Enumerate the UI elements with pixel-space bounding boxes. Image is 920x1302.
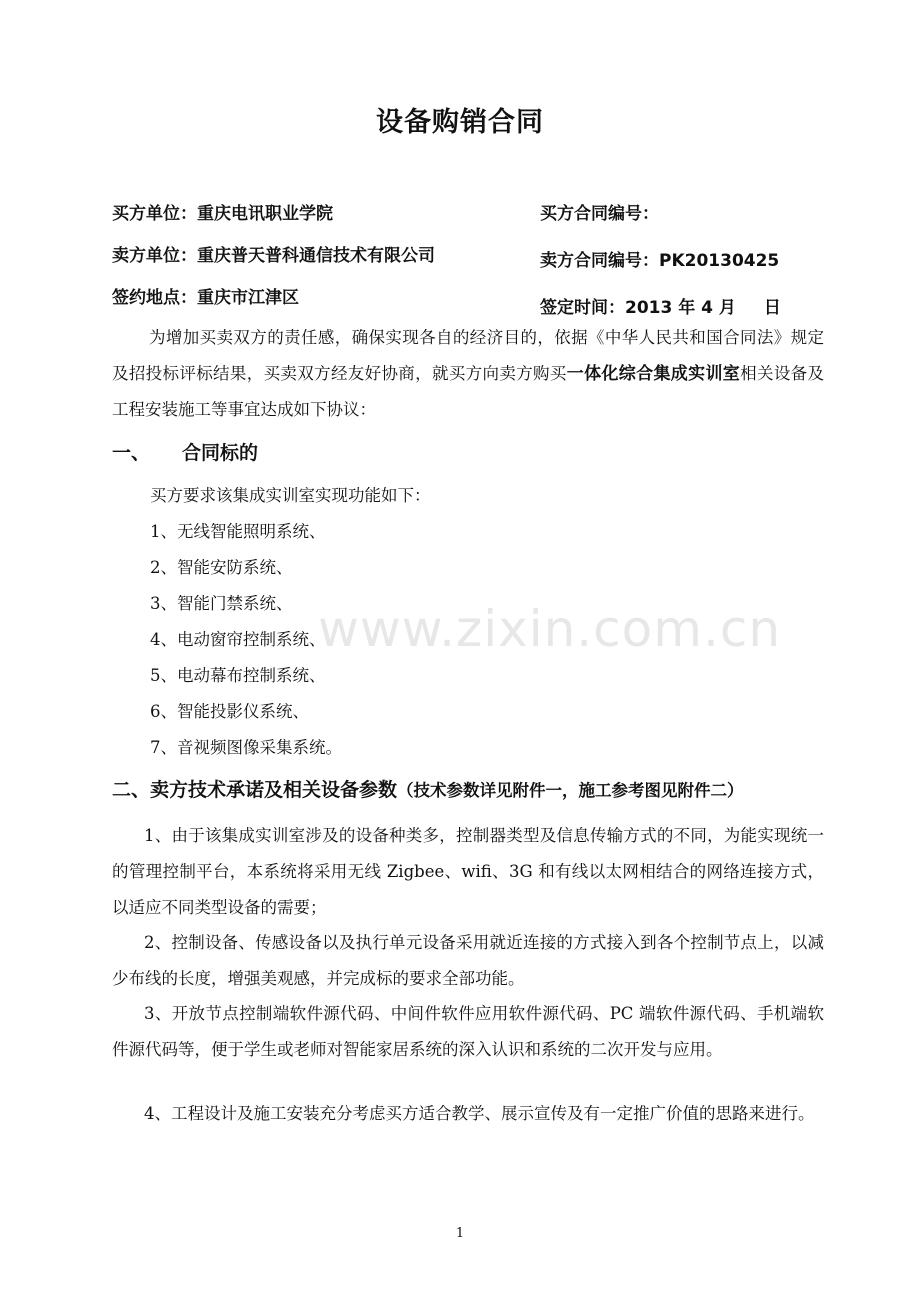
seller-contract-value: PK20130425 [659, 251, 780, 271]
intro-text-2: 相关设备及工程安装施工等事宜达成如下协议： [112, 364, 825, 419]
list-item: 5、电动幕布控制系统、 [150, 666, 326, 685]
signing-location-value: 重庆市江津区 [197, 288, 299, 308]
signing-date [540, 294, 781, 322]
intro-bold-text: 一体化综合集成实训室 [566, 364, 741, 384]
section-2-note: （技术参数详见附件一，施工参考图见附件二） [397, 781, 744, 800]
section-2-title: 二、卖方技术承诺及相关设备参数 [112, 779, 398, 801]
buyer-unit-value: 重庆电讯职业学院 [197, 204, 333, 224]
signing-location-label: 签约地点： [112, 288, 197, 308]
seller-unit-label: 卖方单位： [112, 246, 197, 266]
seller-unit-value: 重庆普天普科通信技术有限公司 [197, 246, 435, 266]
watermark: www.zixin.com.cn [318, 600, 782, 658]
section-2-paragraph-4: 4、工程设计及施工安装充分考虑买方适合教学、展示宣传及有一定推广价值的思路来进行。 [144, 1104, 815, 1123]
seller-unit [112, 242, 435, 270]
intro-paragraph [112, 320, 824, 428]
page-number: 1 [455, 1226, 465, 1241]
section-2-heading [112, 775, 744, 806]
section-1-heading [112, 438, 258, 468]
signing-date-day: 日 [763, 298, 781, 318]
list-item: 1、无线智能照明系统、 [150, 522, 326, 541]
list-item: 6、智能投影仪系统、 [150, 702, 309, 721]
signing-date-label: 签定时间： [540, 298, 625, 318]
buyer-unit-label: 买方单位： [112, 204, 197, 224]
section-1-title: 合同标的 [182, 442, 259, 464]
seller-contract-number [540, 247, 779, 275]
buyer-contract-number [540, 200, 659, 228]
buyer-unit [112, 200, 333, 228]
signing-location [112, 284, 299, 312]
section-2-paragraph-1: 1、由于该集成实训室涉及的设备种类多，控制器类型及信息传输方式的不同，为能实现统一的管理控制平台，本系统将采用无线 Zigbee、wifi、3G 和有线以太网相结合的网络连接方式，以适应不同类型设备的需要； [112, 826, 824, 917]
section-1-number: 一、 [112, 442, 151, 464]
seller-contract-label: 卖方合同编号： [540, 251, 659, 271]
signing-date-value: 2013 年 4 月 [625, 298, 736, 318]
list-item: 7、音视频图像采集系统。 [150, 738, 342, 757]
section-2-paragraph-2: 2、控制设备、传感设备以及执行单元设备采用就近连接的方式接入到各个控制节点上，以减少布线的长度，增强美观感，并完成标的要求全部功能。 [112, 933, 824, 988]
buyer-contract-label: 买方合同编号： [540, 204, 659, 224]
section-1-lead: 买方要求该集成实训室实现功能如下： [150, 486, 431, 505]
list-item: 2、智能安防系统、 [150, 558, 293, 577]
list-item: 3、智能门禁系统、 [150, 594, 293, 613]
page-title: 设备购销合同 [376, 107, 544, 138]
intro-text-1: 为增加买卖双方的责任感，确保实现各自的经济目的，依据《中华人民共和国合同法》规定及招投标评标结果，买卖双方经友好协商，就买方向卖方购买 [112, 328, 824, 383]
section-2-paragraph-3: 3、开放节点控制端软件源代码、中间件软件应用软件源代码、PC 端软件源代码、手机端软件源代码等，便于学生或老师对智能家居系统的深入认识和系统的二次开发与应用。 [112, 1004, 824, 1059]
list-item: 4、电动窗帘控制系统、 [150, 630, 326, 649]
